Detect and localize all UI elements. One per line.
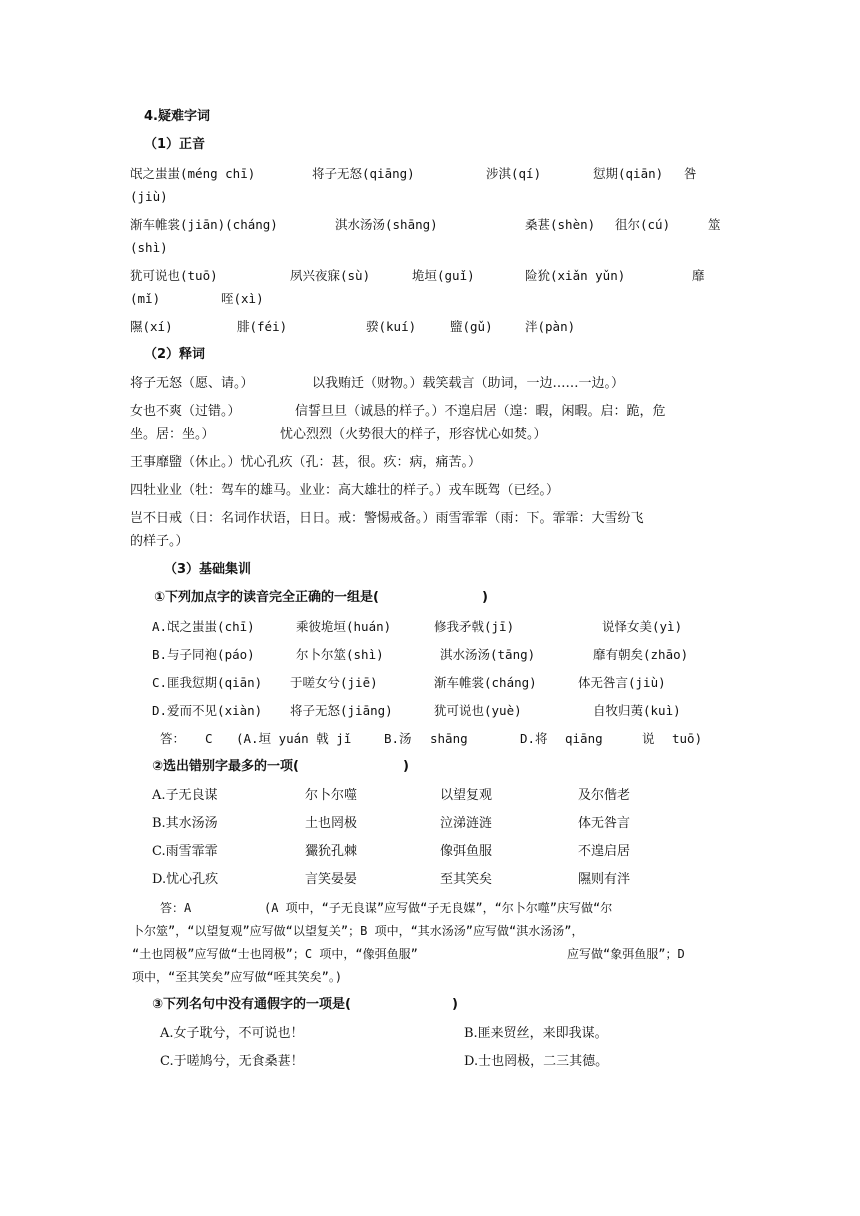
subsection-title-exercises: （3）基础集训 — [164, 562, 252, 577]
document-page: 4.疑难字词 （1）正音 氓之蚩蚩(méng chī) 将子无怒(qiāng) 涉淇(qí) 愆期(qiān) 咎 (jiù) 渐车帷裳(jiān)(cháng) 淇水汤汤(shāng) 桑葚(shèn) 徂尔(cú) 筮 (shì) 犹可说也(tuō) 夙兴夜寐(sù) 垝垣(guǐ) 险狁(xiǎn yǔn) 靡 (mǐ) 咥(xì) 隰(xí) 腓(féi) 骙(kuí) 盬(gǔ) 泮(pàn) （2）释词 将子无怒（愿、请。） 以我贿迁（财物。）载笑载言（助词，一边……一边。） 女也不爽（过错。） 信誓旦旦（诚恳的样子。）不遑启居（遑：暇，闲暇。启：跪，危 坐。居：坐。） 忧心烈烈（火势很大的样子，形容忧心如焚。） 王事靡盬（休止。）忧心孔疚（孔：甚，很。疚：病，痛苦。） 四牡业业（牡：驾车的雄马。业业：高大雄壮的样子。）戎车既驾（已经。） 岂不日戒（日：名词作状语，日日。戒：警惕戒备。）雨雪霏霏（雨：下。霏霏：大雪纷飞 的样子。） （3）基础集训 ①下列加点字的读音完全正确的一组是( ) A.氓之蚩蚩(chī) 乘彼垝垣(huán) 修我矛戟(jī) 说怿女美(yì) B.与子同袍(páo) 尔卜尔筮(shì) 淇水汤汤(tāng) 靡有朝矣(zhāo) C.匪我愆期(qiān) 于嗟女兮(jiē) 渐车帷裳(cháng) 体无咎言(jiù) D.爱而不见(xiàn) 将子无怒(jiāng) 犹可说也(yuè) 自牧归荑(kuì) 答： C (A.垣 yuán 戟 jǐ B.汤 shāng D.将 qiāng 说 tuō) ②选出错别字最多的一项( ) A.子无良谋 尔卜尔噬 以望复观 及尔偕老 B.其水汤汤 土也罔极 泣涕涟涟 体无咎言 C.雨雪霏霏 玁狁孔棘 像弭鱼服 不遑启居 D.忧心孔疚 言笑晏晏 至其笑矣 隰则有泮 答：A (A 项中，“子无良谋”应写做“子无良媒”，“尔卜尔噬”庆写做“尔 卜尔筮”，“以望复观”应写做“以望复关”；B 项中，“其水汤汤”应写做“淇水汤汤”， “土也罔极”应写做“士也罔极”；C 项中，“像弭鱼服” 应写做“象弭鱼服”；D 项中，“至其笑矣”应写做“咥其笑矣”。) ③下列名句中没有通假字的一项是( ) A.女子耽兮，不可说也！ B.匪来贸丝，来即我谋。 C.于嗟鸠兮，无食桑葚！ D.士也罔极，二三其德。 — [130, 109, 721, 1069]
subsection-title-pronunciation: （1）正音 — [144, 137, 206, 152]
section-heading: 4.疑难字词 — [144, 109, 210, 124]
subsection-title-definitions: （2）释词 — [144, 347, 206, 362]
